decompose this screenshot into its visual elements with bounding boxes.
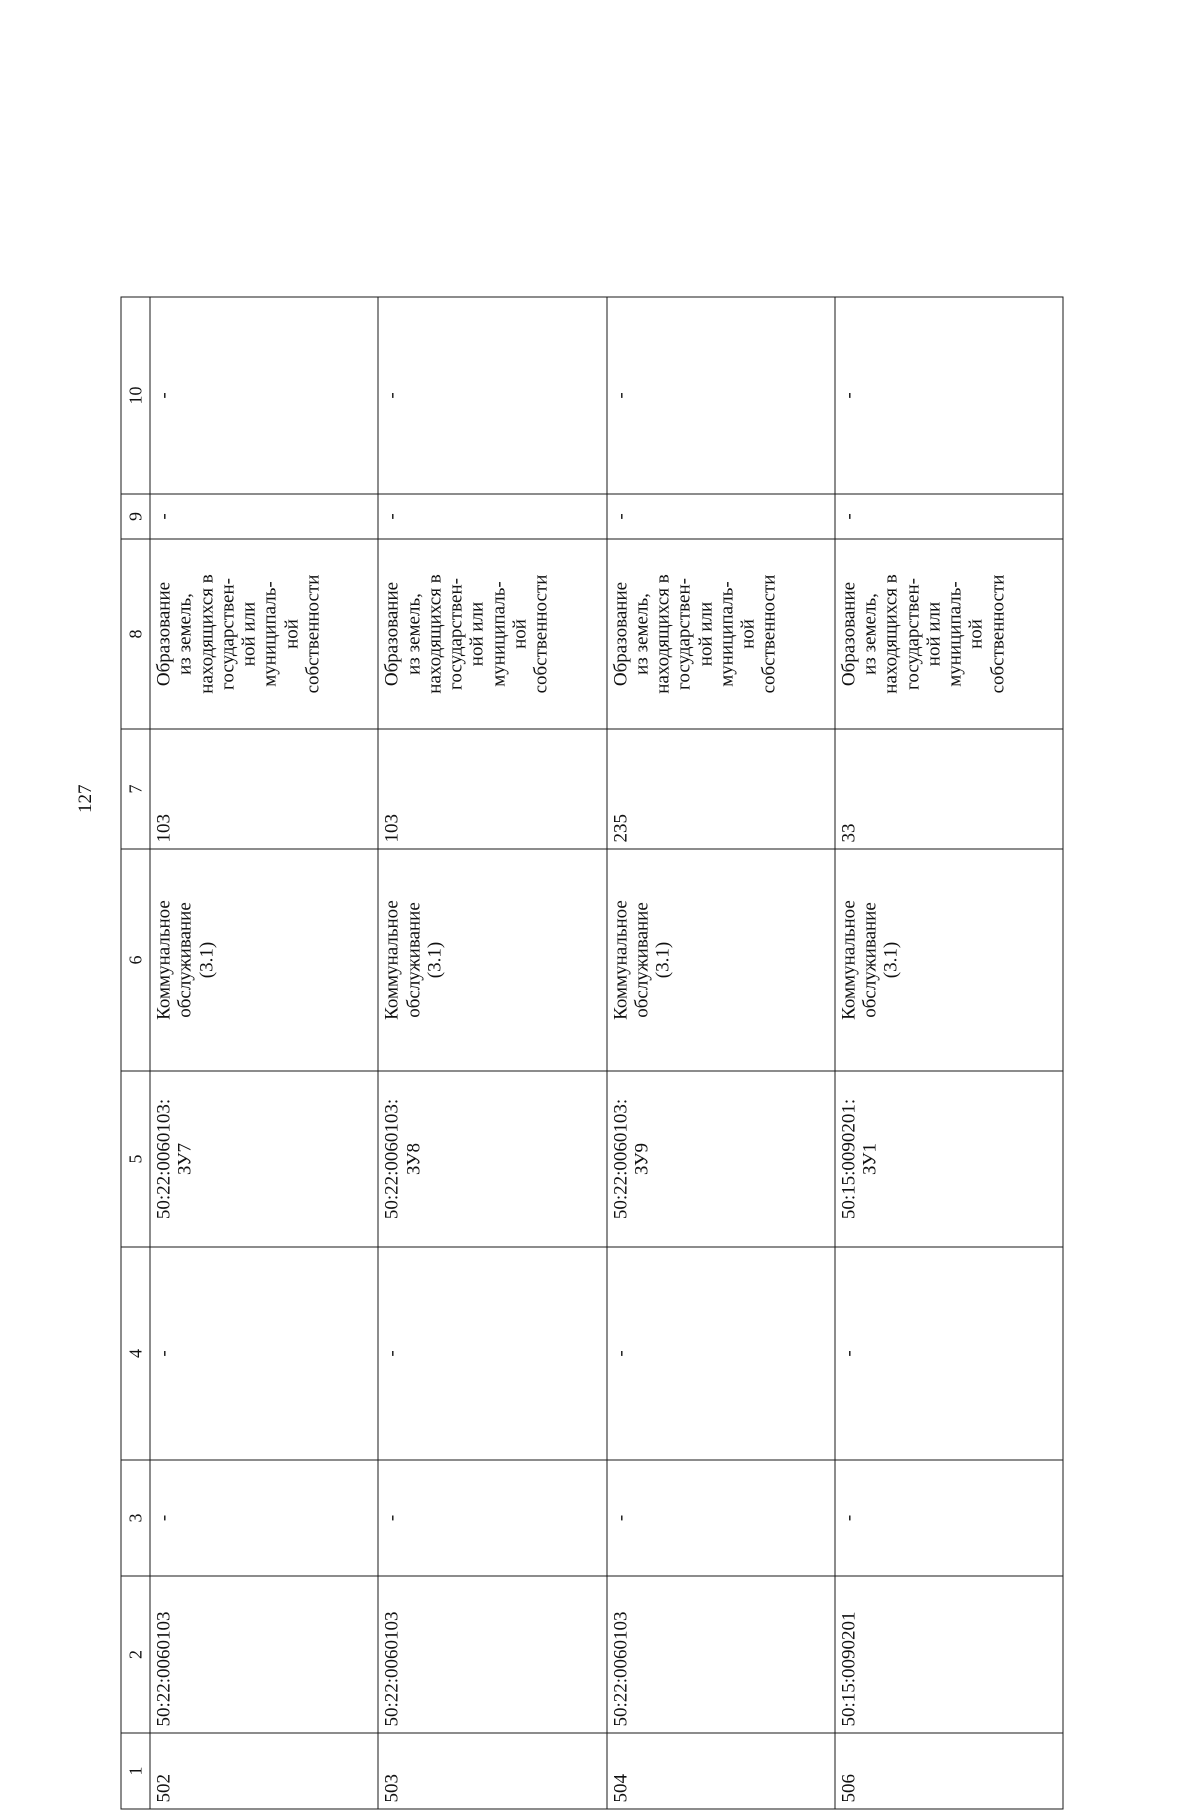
row-number-cell: 502 xyxy=(150,1733,378,1809)
table-cell: - xyxy=(835,1460,1063,1576)
column-header: 9 xyxy=(121,494,150,539)
cadastral-quarter-cell: 50:22:0060103 xyxy=(607,1576,835,1733)
column-header: 8 xyxy=(121,539,150,729)
table-row xyxy=(835,297,1063,1809)
row-number-cell: 506 xyxy=(835,1733,1063,1809)
page-number: 127 xyxy=(75,784,96,813)
table-cell: - xyxy=(835,297,1063,494)
plot-designation-cell: 50:22:0060103: ЗУ9 xyxy=(607,1071,835,1247)
plot-designation-cell: 50:15:0090201: ЗУ1 xyxy=(835,1071,1063,1247)
formation-method-cell: Образование из земель, находящихся в государствен- ной или муниципаль- ной собственности xyxy=(607,539,835,729)
formation-method-cell: Образование из земель, находящихся в государствен- ной или муниципаль- ной собственности xyxy=(378,539,606,729)
column-header: 5 xyxy=(121,1071,150,1247)
table-cell: - xyxy=(607,1247,835,1460)
formation-method-cell: Образование из земель, находящихся в государствен- ной или муниципаль- ной собственности xyxy=(835,539,1063,729)
plot-designation-cell: 50:22:0060103: ЗУ7 xyxy=(150,1071,378,1247)
permitted-use-cell: Коммунальное обслуживание (3.1) xyxy=(835,849,1063,1071)
column-header: 3 xyxy=(121,1460,150,1576)
table-cell: - xyxy=(150,297,378,494)
area-cell: 103 xyxy=(150,729,378,849)
table-cell: - xyxy=(835,494,1063,539)
permitted-use-cell: Коммунальное обслуживание (3.1) xyxy=(150,849,378,1071)
cadastral-quarter-cell: 50:22:0060103 xyxy=(150,1576,378,1733)
area-cell: 103 xyxy=(378,729,606,849)
area-cell: 235 xyxy=(607,729,835,849)
table-cell: - xyxy=(150,1247,378,1460)
permitted-use-cell: Коммунальное обслуживание (3.1) xyxy=(378,849,606,1071)
table-cell: - xyxy=(607,297,835,494)
table-cell: - xyxy=(378,1247,606,1460)
table-cell: - xyxy=(607,1460,835,1576)
table-cell: - xyxy=(378,1460,606,1576)
table-cell: - xyxy=(607,494,835,539)
table-cell: - xyxy=(835,1247,1063,1460)
table-cell: - xyxy=(378,494,606,539)
table-cell: - xyxy=(150,1460,378,1576)
table-cell: - xyxy=(378,297,606,494)
cadastral-quarter-cell: 50:22:0060103 xyxy=(378,1576,606,1733)
table-row xyxy=(378,297,606,1809)
column-header: 4 xyxy=(121,1247,150,1460)
column-header: 7 xyxy=(121,729,150,849)
permitted-use-cell: Коммунальное обслуживание (3.1) xyxy=(607,849,835,1071)
header-row xyxy=(121,297,150,1809)
cadastral-quarter-cell: 50:15:0090201 xyxy=(835,1576,1063,1733)
table-row xyxy=(150,297,378,1809)
rotated-table-container xyxy=(121,298,1064,1810)
table-cell: - xyxy=(150,494,378,539)
formation-method-cell: Образование из земель, находящихся в государствен- ной или муниципаль- ной собственности xyxy=(150,539,378,729)
table-row xyxy=(607,297,835,1809)
column-header: 1 xyxy=(121,1733,150,1809)
plot-designation-cell: 50:22:0060103: ЗУ8 xyxy=(378,1071,606,1247)
area-cell: 33 xyxy=(835,729,1063,849)
row-number-cell: 503 xyxy=(378,1733,606,1809)
column-header: 10 xyxy=(121,297,150,494)
column-header: 6 xyxy=(121,849,150,1071)
row-number-cell: 504 xyxy=(607,1733,835,1809)
land-plots-table xyxy=(121,297,1064,1810)
column-header: 2 xyxy=(121,1576,150,1733)
